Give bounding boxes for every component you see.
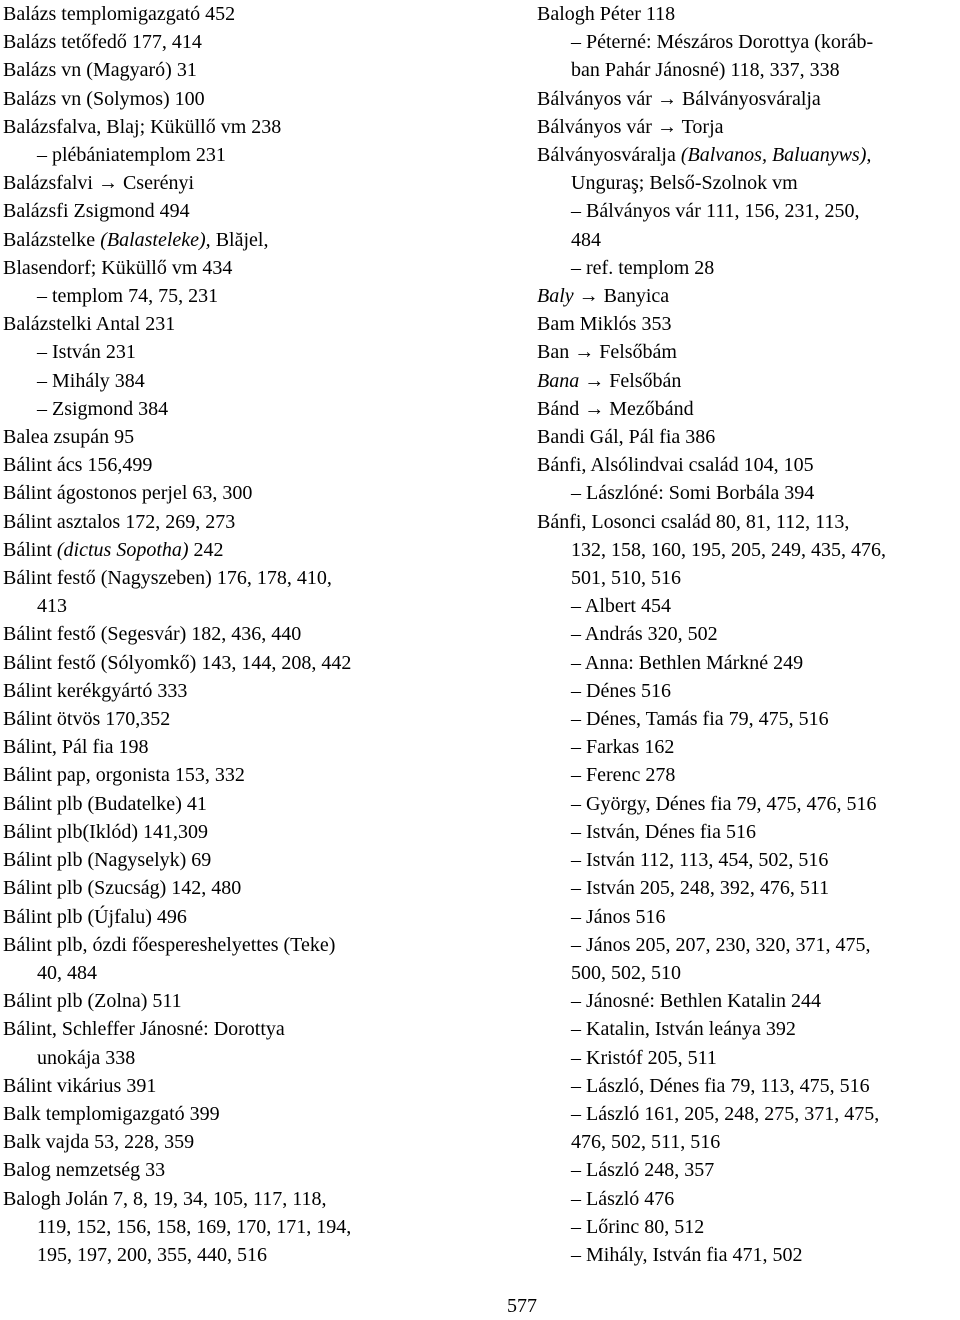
index-subentry (537, 818, 960, 846)
index-entry-italic-text: (Balvanos, Baluanyws), (680, 144, 872, 167)
index-entry-continuation (3, 592, 528, 620)
index-entry (537, 338, 960, 366)
index-entry-text: Bálint plb (Szucság) 142, 480 (3, 877, 242, 900)
index-entry-text: Balogh Péter 118 (537, 3, 676, 25)
index-subentry (537, 649, 960, 677)
index-entry-text: Balázsfalva, Blaj; Küküllő vm 238 (3, 115, 282, 138)
index-entry-text: – István 231 (37, 341, 136, 364)
index-subentry (537, 479, 960, 507)
index-subentry (3, 282, 528, 310)
index-entry-text: Blasendorf; Küküllő vm 434 (3, 256, 233, 279)
index-subentry (3, 367, 528, 395)
index-entry-text: – Dénes, Tamás fia 79, 475, 516 (571, 708, 829, 731)
index-entry-text: – Péterné: Mészáros Dorottya (koráb- (571, 31, 874, 54)
index-subentry (537, 846, 960, 874)
index-entry (3, 423, 528, 451)
index-entry-text: Bánfi, Losonci család 80, 81, 112, 113, (537, 510, 850, 533)
index-entry (3, 1100, 528, 1128)
index-entry-text: – Mihály 384 (37, 369, 145, 392)
index-subentry (537, 987, 960, 1015)
index-entry-text: Bálint festő (Sólyomkő) 143, 144, 208, 442 (3, 651, 352, 674)
index-entry-continuation (537, 564, 960, 592)
index-entry (3, 85, 528, 113)
index-subentry (537, 931, 960, 959)
index-entry-text: Bálint festő (Nagyszeben) 176, 178, 410, (3, 567, 332, 590)
index-entry-text: Balázstelki Antal 231 (3, 313, 176, 336)
index-entry-text: Bálint festő (Segesvár) 182, 436, 440 (3, 623, 302, 646)
index-subentry (537, 705, 960, 733)
index-entry-text: Balázs vn (Magyaró) 31 (3, 59, 197, 82)
index-entry-continuation (537, 536, 960, 564)
index-entry (3, 169, 528, 197)
index-entry-text: Bam Miklós 353 (537, 313, 672, 336)
index-entry (3, 1185, 528, 1213)
index-subentry (537, 874, 960, 902)
index-entry-text: – Katalin, István leánya 392 (571, 1018, 796, 1041)
index-subentry (537, 761, 960, 789)
index-entry (3, 310, 528, 338)
index-entry-text: Balázs vn (Solymos) 100 (3, 87, 205, 110)
index-entry (3, 197, 528, 225)
index-subentry (537, 677, 960, 705)
index-subentry (3, 338, 528, 366)
index-entry (3, 705, 528, 733)
index-entry-text: Bánfi, Alsólindvai család 104, 105 (537, 454, 814, 477)
index-subentry (537, 1072, 960, 1100)
index-entry (3, 790, 528, 818)
index-entry-text: Bandi Gál, Pál fia 386 (537, 426, 716, 449)
index-subentry (537, 1156, 960, 1184)
index-subentry (537, 1044, 960, 1072)
index-entry (3, 451, 528, 479)
index-subentry (537, 903, 960, 931)
index-entry-text: – László, Dénes fia 79, 113, 475, 516 (571, 1074, 870, 1097)
index-entry (537, 423, 960, 451)
index-entry-italic-text: Bana (537, 369, 580, 392)
index-entry-text: Balázstelke (3, 228, 101, 251)
index-entry-continuation (537, 169, 960, 197)
index-entry-text: Balog nemzetség 33 (3, 1159, 166, 1182)
index-entry-text: – templom 74, 75, 231 (37, 285, 219, 308)
index-entry-text: – Mihály, István fia 471, 502 (571, 1243, 803, 1266)
index-entry-text: Bálint, Pál fia 198 (3, 736, 149, 759)
index-entry-text: 484 (571, 228, 601, 251)
index-entry (3, 508, 528, 536)
index-entry (3, 733, 528, 761)
index-entry (3, 226, 528, 254)
index-entry (3, 479, 528, 507)
index-entry (3, 649, 528, 677)
index-entry-text: Unguraş; Belső-Szolnok vm (571, 172, 798, 195)
index-subentry (537, 592, 960, 620)
index-entry-text: Balk vajda 53, 228, 359 (3, 1131, 195, 1154)
index-entry-text: unokája 338 (37, 1046, 136, 1069)
index-entry (537, 310, 960, 338)
index-entry-continuation (537, 226, 960, 254)
index-entry-continuation (3, 1044, 528, 1072)
index-entry-text: – László 161, 205, 248, 275, 371, 475, (571, 1102, 880, 1125)
index-entry (3, 0, 528, 28)
index-entry-text: Balk templomigazgató 399 (3, 1102, 220, 1125)
index-entry-text: Bálint asztalos 172, 269, 273 (3, 510, 236, 533)
index-entry-continuation (3, 959, 528, 987)
index-entry-text: Balázsfalvi → Cserényi (3, 172, 195, 195)
index-entry-text: Balázs templomigazgató 452 (3, 3, 236, 25)
index-subentry (537, 620, 960, 648)
index-entry-text: – Ferenc 278 (571, 764, 676, 787)
index-entry (537, 282, 960, 310)
index-entry (3, 874, 528, 902)
index-entry-text: – Farkas 162 (571, 736, 675, 759)
index-entry-italic-text: (dictus Sopotha) (56, 538, 189, 561)
index-column-right (537, 0, 960, 1269)
index-entry (3, 28, 528, 56)
index-entry-continuation (3, 1213, 528, 1241)
index-entry-text: Bálványosváralja (537, 144, 681, 167)
index-entry-text: – ref. templom 28 (571, 256, 715, 279)
index-entry-text: – László 248, 357 (571, 1159, 715, 1182)
index-entry-text: – János 516 (571, 905, 666, 928)
index-entry (537, 141, 960, 169)
index-entry-text: Bálint plb (Zolna) 511 (3, 990, 182, 1013)
index-entry (3, 56, 528, 84)
index-subentry (537, 254, 960, 282)
index-entry (537, 0, 960, 28)
index-entry (3, 536, 528, 564)
index-entry-text: Bálint plb, ózdi főespereshelyettes (Teke) (3, 933, 336, 956)
index-entry-italic-text: (Balasteleke), (100, 228, 211, 251)
index-entry-text: – Dénes 516 (571, 679, 671, 702)
index-entry-text: Balea zsupán 95 (3, 426, 135, 449)
index-entry-text: → Felsőbán (579, 369, 682, 392)
index-entry-text: Balázsfi Zsigmond 494 (3, 200, 190, 223)
index-entry-text: Bálint ács 156,499 (3, 454, 153, 477)
index-entry-text: Blăjel, (210, 228, 269, 251)
index-entry-text: – Lászlóné: Somi Borbála 394 (571, 482, 815, 505)
index-subentry (537, 790, 960, 818)
index-entry-text: – János 205, 207, 230, 320, 371, 475, (571, 933, 871, 956)
index-entry (3, 113, 528, 141)
index-subentry (3, 395, 528, 423)
index-entry-text: 119, 152, 156, 158, 169, 170, 171, 194, (37, 1215, 352, 1238)
index-subentry (537, 733, 960, 761)
index-subentry (537, 1213, 960, 1241)
index-entry (3, 677, 528, 705)
index-subentry (537, 1015, 960, 1043)
index-entry-text: Bálint plb (Nagyselyk) 69 (3, 849, 212, 872)
index-entry (3, 761, 528, 789)
index-entry-text: – György, Dénes fia 79, 475, 476, 516 (571, 792, 877, 815)
index-entry (537, 395, 960, 423)
index-entry-text: 132, 158, 160, 195, 205, 249, 435, 476, (571, 538, 886, 561)
index-entry-text: – Jánosné: Bethlen Katalin 244 (571, 990, 821, 1013)
index-entry-text: – István 205, 248, 392, 476, 511 (571, 877, 830, 900)
index-entry (3, 846, 528, 874)
index-entry-text: 195, 197, 200, 355, 440, 516 (37, 1243, 267, 1266)
index-entry-text: 40, 484 (37, 961, 97, 984)
index-entry (3, 1128, 528, 1156)
index-entry-text: 500, 502, 510 (571, 961, 681, 984)
index-entry-italic-text: Baly (537, 285, 574, 308)
index-entry (3, 903, 528, 931)
index-entry (537, 85, 960, 113)
index-entry-text: Ban → Felsőbám (537, 341, 677, 364)
index-subentry (537, 1185, 960, 1213)
index-entry-text: Bálint, Schleffer Jánosné: Dorottya (3, 1018, 285, 1041)
index-entry-text: 501, 510, 516 (571, 567, 681, 590)
index-subentry (537, 1241, 960, 1269)
index-entry-text: Bálint kerékgyártó 333 (3, 679, 188, 702)
index-entry (3, 818, 528, 846)
index-entry-text: – Anna: Bethlen Márkné 249 (571, 651, 804, 674)
page-number: 577 (507, 1295, 537, 1317)
index-entry-text: – András 320, 502 (571, 623, 718, 646)
index-subentry (537, 28, 960, 56)
index-entry-text: – István 112, 113, 454, 502, 516 (571, 849, 829, 872)
index-entry (3, 564, 528, 592)
index-entry-text: – Albert 454 (571, 595, 671, 618)
index-subentry (537, 197, 960, 225)
index-entry (537, 367, 960, 395)
index-entry-text: – Kristóf 205, 511 (571, 1046, 717, 1069)
index-entry-text: 413 (37, 595, 67, 618)
index-entry-text: – Bálványos vár 111, 156, 231, 250, (571, 200, 860, 223)
index-entry-text: – István, Dénes fia 516 (571, 820, 756, 843)
index-column-left (3, 0, 528, 1269)
index-entry-text: – László 476 (571, 1187, 675, 1210)
index-entry-text: – plébániatemplom 231 (37, 144, 226, 167)
index-entry (537, 113, 960, 141)
index-entry (3, 987, 528, 1015)
index-entry-continuation (3, 1241, 528, 1269)
index-entry-text: Bálványos vár → Torja (537, 115, 724, 138)
index-entry-continuation (537, 1128, 960, 1156)
index-entry (537, 508, 960, 536)
index-entry-text: 242 (188, 538, 224, 561)
index-entry (3, 1015, 528, 1043)
index-entry-text: Bálint ötvös 170,352 (3, 708, 171, 731)
index-entry-text: – Lőrinc 80, 512 (571, 1215, 705, 1238)
index-entry-text: Bálint plb (Újfalu) 496 (3, 905, 187, 928)
index-entry-continuation (537, 959, 960, 987)
index-entry-text: ban Pahár Jánosné) 118, 337, 338 (571, 59, 840, 82)
index-entry (3, 931, 528, 959)
index-entry (3, 1072, 528, 1100)
index-entry (3, 1156, 528, 1184)
index-entry (537, 451, 960, 479)
index-entry-text: Bánd → Mezőbánd (537, 397, 694, 420)
index-entry-text: Bálint ágostonos perjel 63, 300 (3, 482, 253, 505)
index-entry (3, 254, 528, 282)
index-entry-text: Bálint vikárius 391 (3, 1074, 157, 1097)
index-entry (3, 620, 528, 648)
index-entry-continuation (537, 56, 960, 84)
index-entry-text: Bálint plb (Budatelke) 41 (3, 792, 207, 815)
index-entry-text: Bálint pap, orgonista 153, 332 (3, 764, 245, 787)
index-entry-text: Bálványos vár → Bálványosváralja (537, 87, 821, 110)
index-entry-text: Bálint (3, 538, 57, 561)
index-subentry (3, 141, 528, 169)
index-entry-text: Balázs tetőfedő 177, 414 (3, 31, 202, 54)
index-entry-text: – Zsigmond 384 (37, 397, 169, 420)
index-entry-text: 476, 502, 511, 516 (571, 1131, 721, 1154)
index-entry-text: Bálint plb(Iklód) 141,309 (3, 820, 208, 843)
index-entry-text: → Banyica (573, 285, 670, 308)
index-entry-text: Balogh Jolán 7, 8, 19, 34, 105, 117, 118, (3, 1187, 327, 1210)
index-subentry (537, 1100, 960, 1128)
